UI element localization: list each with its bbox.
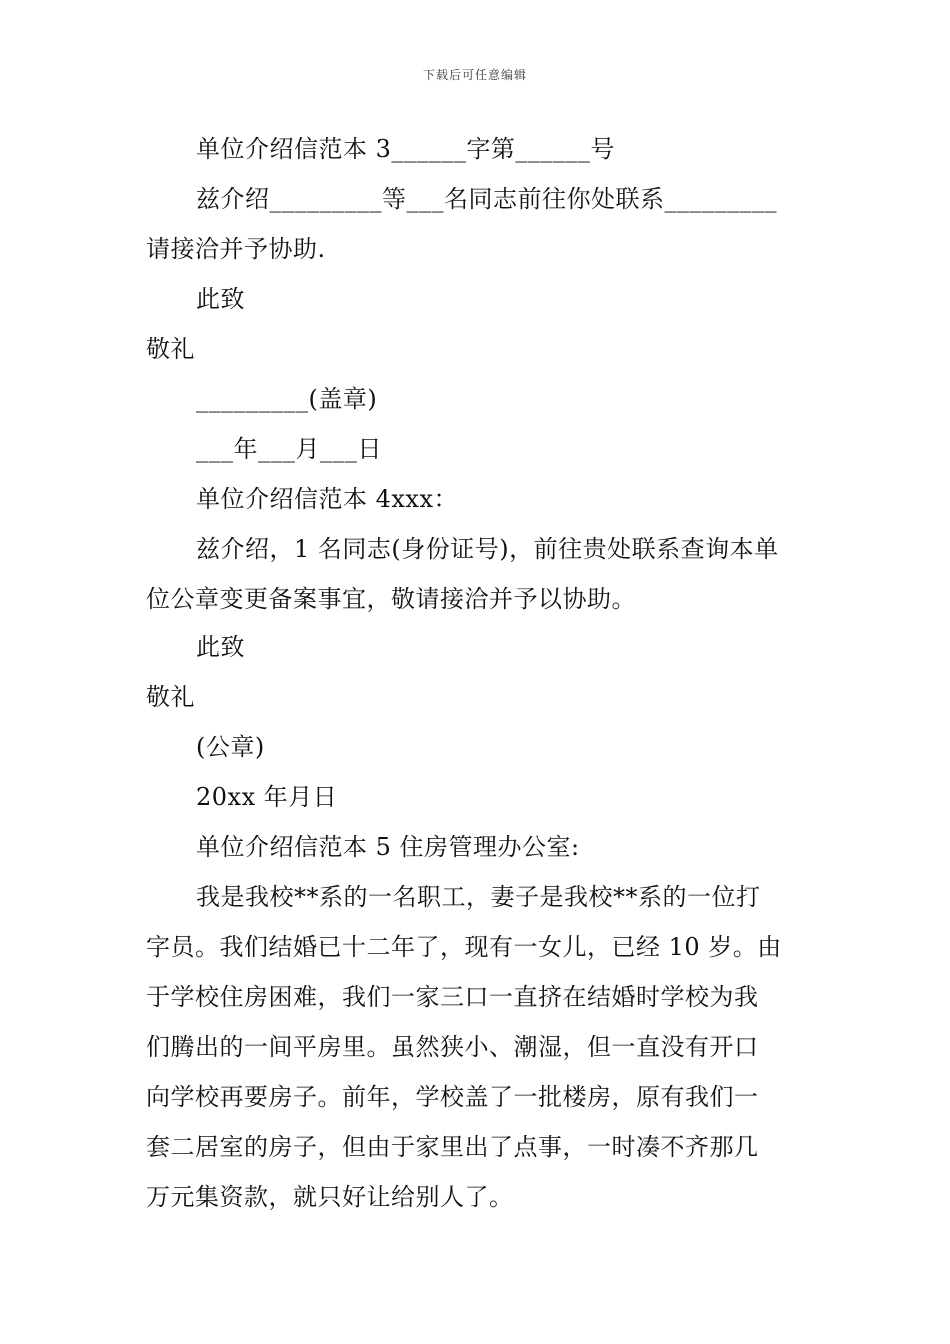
template5-body-line-1: 我是我校**系的一名职工，妻子是我校**系的一位打 (196, 883, 761, 911)
template4-body-line-1: 兹介绍，1 名同志(身份证号)，前往贵处联系查询本单 (196, 535, 779, 563)
template3-salutation: 敬礼 (146, 335, 195, 363)
template4-body-line-2: 位公章变更备案事宜，敬请接洽并予以协助。 (146, 585, 636, 613)
template4-salutation: 敬礼 (146, 683, 195, 711)
template5-heading: 单位介绍信范本 5 住房管理办公室: (196, 833, 580, 861)
template4-heading: 单位介绍信范本 4xxx： (196, 485, 459, 513)
template5-body-line-2: 字员。我们结婚已十二年了，现有一女儿，已经 10 岁。由 (146, 933, 782, 961)
page-header-note: 下载后可任意编辑 (422, 68, 527, 82)
template5-body-line-3: 于学校住房困难，我们一家三口一直挤在结婚时学校为我 (146, 983, 759, 1011)
template5-body-line-6: 套二居室的房子，但由于家里出了点事，一时凑不齐那几 (146, 1133, 759, 1161)
template3-heading: 单位介绍信范本 3______字第______号 (196, 135, 615, 163)
template4-date: 20xx 年月日 (196, 783, 338, 811)
template3-body-line-2: 请接洽并予协助. (146, 235, 326, 263)
template5-body-line-5: 向学校再要房子。前年，学校盖了一批楼房，原有我们一 (146, 1083, 759, 1111)
template3-closing: 此致 (196, 285, 245, 313)
template5-body-line-4: 们腾出的一间平房里。虽然狭小、潮湿，但一直没有开口 (146, 1033, 759, 1061)
template3-body-line-1: 兹介绍_________等___名同志前往你处联系_________ (196, 185, 777, 213)
template3-date: ___年___月___日 (196, 435, 382, 463)
template5-body-line-7: 万元集资款，就只好让给别人了。 (146, 1183, 514, 1211)
template4-seal: (公章) (196, 733, 265, 761)
template4-closing: 此致 (196, 633, 245, 661)
template3-seal: _________(盖章) (196, 385, 378, 413)
